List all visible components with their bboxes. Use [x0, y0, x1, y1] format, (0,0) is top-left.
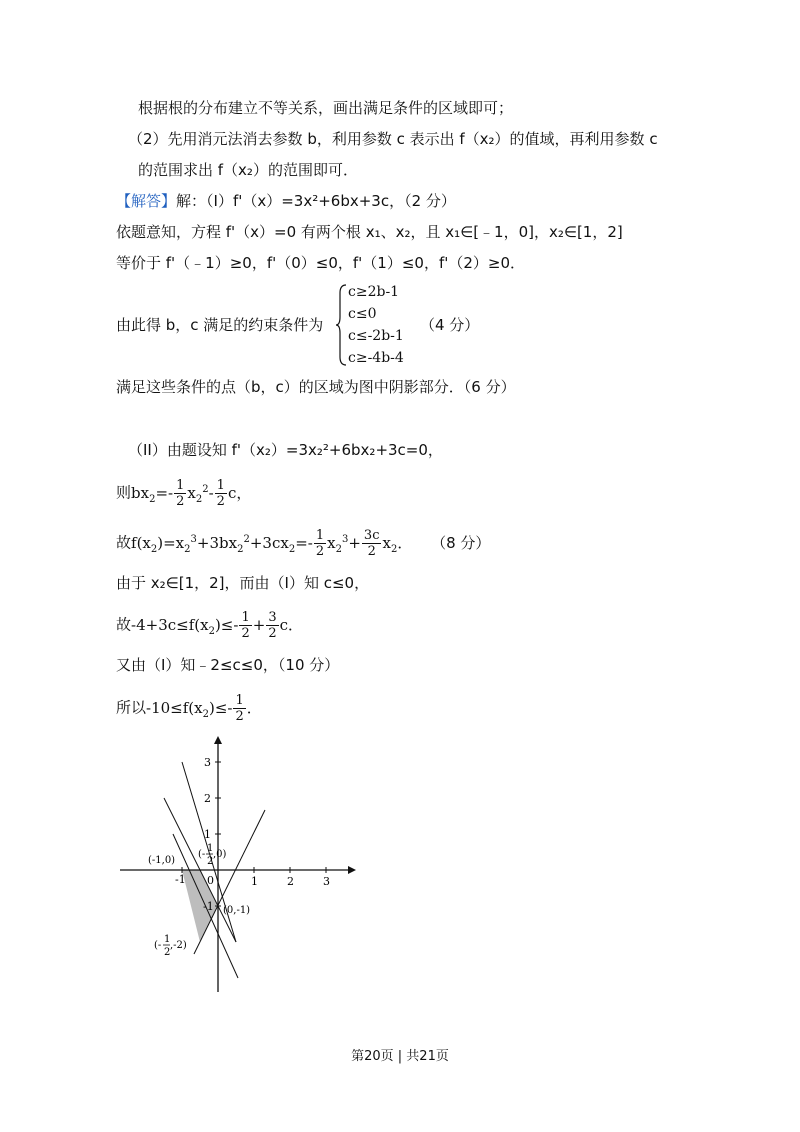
- point-label-neg1-0: (-1,0): [148, 855, 176, 866]
- x-tick-1: 1: [251, 875, 258, 888]
- x-axis-arrow: [348, 866, 356, 874]
- point-label-neghalf-0-num: 1: [207, 843, 214, 854]
- bx2-equation: 则$bx_2=-$ $\frac{1}{2}$ $x_2^2-$ $\frac{1}{2}$ c，: [116, 478, 252, 509]
- inequality-1: 故$-4+3c\le f(x_2)\le-$ $\frac{1}{2}$ + $\frac{3}{2}$ c．: [116, 610, 303, 641]
- point-label-neghalf-neg2-pre: (-: [154, 940, 162, 951]
- y-axis-arrow: [214, 736, 222, 744]
- solution-tag: 【解答】: [116, 192, 177, 210]
- y-neg-tick: -1: [203, 900, 214, 913]
- region-graph: [110, 730, 360, 1000]
- part2-line: （II）由题设知 f'（x₂）=3x₂²+6bx₂+3c=0，: [128, 441, 443, 459]
- eq2-prefix: 故: [116, 533, 132, 552]
- point-label-neghalf-0-den: 2: [207, 856, 214, 867]
- c-range-line: 又由（I）知﹣2≤c≤0，（10 分）: [116, 656, 340, 674]
- constraint-3: c≤-2b-1: [348, 328, 404, 344]
- point-label-neghalf-neg2-post: ,-2): [170, 940, 187, 951]
- constraint-2: c≤0: [348, 306, 377, 322]
- analysis-line-3: 的范围求出 f（x₂）的范围即可．: [138, 161, 358, 179]
- constraint-intro: 由此得 b，c 满足的约束条件为: [116, 316, 324, 334]
- constraint-1: c≥2b-1: [348, 284, 400, 300]
- x-tick-3: 3: [323, 875, 330, 888]
- ineq1-prefix: 故: [116, 615, 132, 634]
- roots-condition-line: 依题意知，方程 f'（x）=0 有两个根 x₁、x₂，且 x₁∈[﹣1，0]，x₂∈[1，2]: [116, 223, 623, 241]
- analysis-line-1: 根据根的分布建立不等关系，画出满足条件的区域即可；: [138, 99, 514, 117]
- x-tick-2: 2: [287, 875, 294, 888]
- constraint-4: c≥-4b-4: [348, 350, 404, 366]
- point-label-neghalf-neg2-num: 1: [164, 934, 171, 945]
- x-neg-tick: -1: [175, 873, 186, 886]
- y-tick-3: 3: [204, 756, 211, 769]
- page-footer: 第20页 | 共21页: [351, 1049, 449, 1064]
- eq1-prefix: 则: [116, 483, 132, 502]
- point-label-neghalf-neg2-den: 2: [164, 947, 171, 958]
- point-label-neghalf-0-pre: (-: [198, 849, 206, 860]
- point-label-0-neg1: (0,-1): [223, 905, 251, 916]
- solution-first-step: 解：（I）f'（x）=3x²+6bx+3c，（2 分）: [176, 192, 456, 210]
- eq2-score: （8 分）: [431, 533, 491, 552]
- constraint-score: （4 分）: [420, 316, 480, 334]
- y-tick-1: 1: [204, 828, 211, 841]
- origin-label: 0: [207, 874, 214, 887]
- equivalence-line: 等价于 f'（﹣1）≥0，f'（0）≤0，f'（1）≤0，f'（2）≥0．: [116, 254, 526, 272]
- range-line: 由于 x₂∈[1，2]，而由（I）知 c≤0，: [116, 574, 370, 592]
- solution-start-line: [116, 191, 456, 211]
- analysis-line-2: （2）先用消元法消去参数 b，利用参数 c 表示出 f（x₂）的值域，再利用参数 c: [128, 130, 658, 148]
- point-label-neghalf-0-post: ,0): [213, 849, 227, 860]
- y-tick-2: 2: [204, 792, 211, 805]
- region-line: 满足这些条件的点（b，c）的区域为图中阴影部分．（6 分）: [116, 378, 516, 396]
- fx2-equation: 故$f(x_2)=x_2^3+3bx_2^2+3cx_2=-$ $\frac{1}{2}$ $x_2^3+$ $\frac{3c}{2}$ $x_2$． （8 分）: [116, 528, 491, 559]
- left-brace: [336, 283, 348, 367]
- final-prefix: 所以: [116, 698, 147, 717]
- final-result: 所以$-10\le f(x_2)\le-$ $\frac{1}{2}$ ．: [116, 693, 262, 724]
